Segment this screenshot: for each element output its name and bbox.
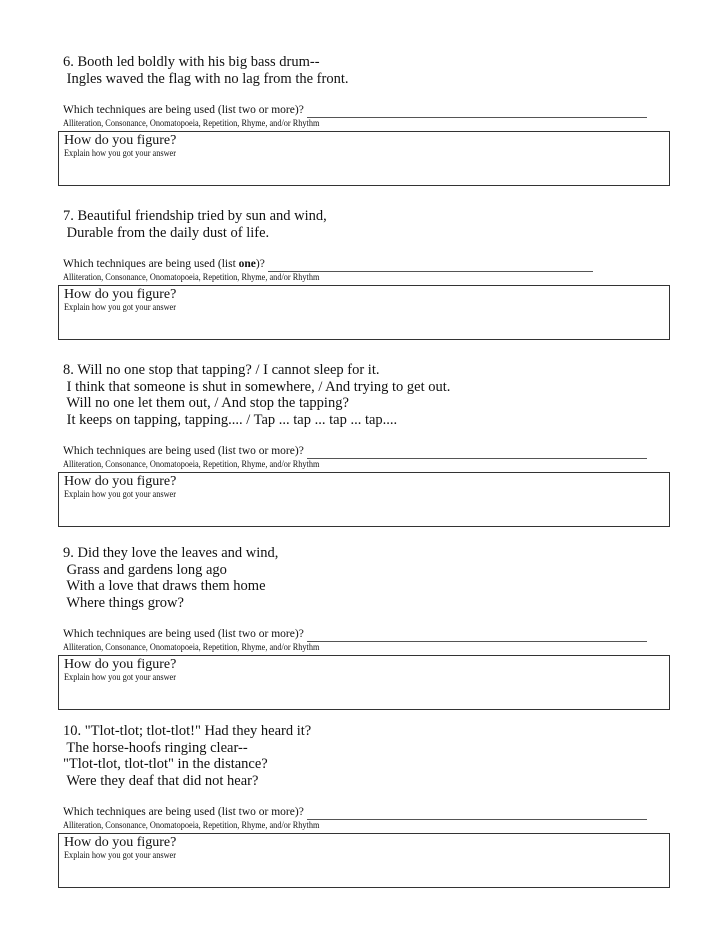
techniques-answer-line[interactable]	[268, 260, 593, 272]
prompt-text: Which techniques are being used (list	[63, 628, 239, 640]
explanation-box[interactable]	[58, 655, 670, 710]
techniques-prompt	[63, 627, 670, 642]
explanation-subtitle: Explain how you got your answer	[64, 148, 176, 158]
poem-line: With a love that draws them home	[63, 578, 266, 594]
techniques-prompt	[63, 805, 670, 820]
techniques-options: Alliteration, Consonance, Onomatopoeia, Repetition, Rhyme, and/or Rhythm	[63, 272, 320, 282]
prompt-emphasis: one	[238, 258, 256, 270]
explanation-subtitle: Explain how you got your answer	[64, 672, 176, 682]
techniques-prompt	[63, 444, 670, 459]
poem-line: 8. Will no one stop that tapping? / I cannot sleep for it.	[63, 362, 380, 378]
prompt-text-end: )?	[294, 628, 304, 640]
explanation-title: How do you figure?	[64, 657, 177, 672]
explanation-title: How do you figure?	[64, 133, 177, 148]
prompt-text: Which techniques are being used (list	[63, 806, 239, 818]
explanation-box[interactable]	[58, 285, 670, 340]
poem-excerpt	[63, 362, 670, 428]
poem-line: 10. "Tlot-tlot; tlot-tlot!" Had they heard it?	[63, 723, 312, 739]
poem-line: Where things grow?	[63, 594, 184, 611]
prompt-text: Which techniques are being used (list	[63, 258, 239, 270]
techniques-prompt	[63, 257, 670, 272]
question-6	[58, 54, 670, 186]
poem-line: "Tlot-tlot, tlot-tlot" in the distance?	[63, 756, 268, 772]
prompt-text-end: )?	[294, 806, 304, 818]
question-8	[58, 362, 670, 527]
prompt-emphasis: two or more	[238, 104, 295, 116]
poem-line: I think that someone is shut in somewhere, / And trying to get out.	[63, 378, 451, 395]
prompt-text-end: )?	[294, 445, 304, 457]
poem-line: Ingles waved the flag with no lag from the front.	[63, 70, 349, 87]
poem-line: 7. Beautiful friendship tried by sun and wind,	[63, 208, 327, 224]
techniques-answer-line[interactable]	[307, 106, 647, 118]
poem-line: Will no one let them out, / And stop the tapping?	[63, 395, 349, 411]
poem-line: Durable from the daily dust of life.	[63, 224, 270, 241]
poem-line: Were they deaf that did not hear?	[63, 772, 259, 789]
techniques-answer-line[interactable]	[307, 447, 647, 459]
techniques-options: Alliteration, Consonance, Onomatopoeia, Repetition, Rhyme, and/or Rhythm	[63, 820, 320, 830]
poem-line: Grass and gardens long ago	[63, 561, 227, 578]
poem-excerpt	[63, 54, 670, 87]
explanation-box[interactable]	[58, 833, 670, 888]
explanation-subtitle: Explain how you got your answer	[64, 850, 176, 860]
poem-excerpt	[63, 208, 670, 241]
prompt-emphasis: two or more	[238, 628, 295, 640]
poem-line: It keeps on tapping, tapping.... / Tap ... tap ... tap ... tap....	[63, 411, 398, 428]
poem-line: The horse-hoofs ringing clear--	[63, 739, 248, 756]
prompt-text-end: )?	[255, 258, 265, 270]
techniques-answer-line[interactable]	[307, 808, 647, 820]
explanation-box[interactable]	[58, 131, 670, 186]
techniques-options: Alliteration, Consonance, Onomatopoeia, Repetition, Rhyme, and/or Rhythm	[63, 642, 320, 652]
techniques-options: Alliteration, Consonance, Onomatopoeia, Repetition, Rhyme, and/or Rhythm	[63, 118, 320, 128]
poem-line: 9. Did they love the leaves and wind,	[63, 545, 279, 561]
question-9	[58, 545, 670, 710]
techniques-options: Alliteration, Consonance, Onomatopoeia, Repetition, Rhyme, and/or Rhythm	[63, 459, 320, 469]
question-7	[58, 208, 670, 340]
poem-excerpt	[63, 545, 670, 611]
prompt-text: Which techniques are being used (list	[63, 104, 239, 116]
techniques-answer-line[interactable]	[307, 630, 647, 642]
poem-line: 6. Booth led boldly with his big bass drum--	[63, 54, 320, 70]
prompt-emphasis: two or more	[238, 445, 295, 457]
prompt-text: Which techniques are being used (list	[63, 445, 239, 457]
explanation-subtitle: Explain how you got your answer	[64, 302, 176, 312]
prompt-text-end: )?	[294, 104, 304, 116]
explanation-title: How do you figure?	[64, 287, 177, 302]
techniques-prompt	[63, 103, 670, 118]
poem-excerpt	[63, 723, 670, 789]
question-10	[58, 723, 670, 888]
explanation-title: How do you figure?	[64, 835, 177, 850]
explanation-title: How do you figure?	[64, 474, 177, 489]
prompt-emphasis: two or more	[238, 806, 295, 818]
explanation-subtitle: Explain how you got your answer	[64, 489, 176, 499]
explanation-box[interactable]	[58, 472, 670, 527]
